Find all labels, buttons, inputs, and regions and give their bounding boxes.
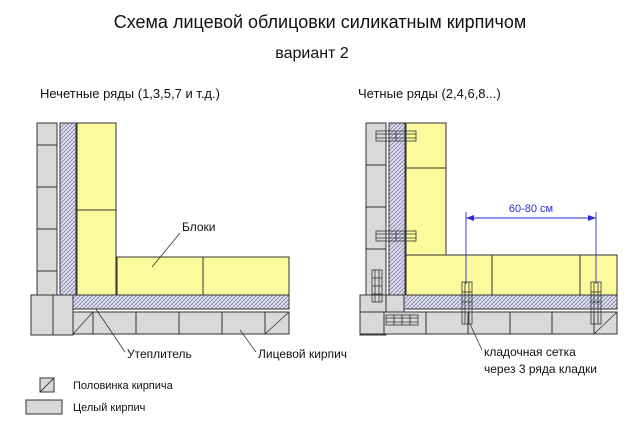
block <box>580 255 617 295</box>
brick-full <box>93 312 136 334</box>
brick-full <box>366 207 386 249</box>
legend <box>26 378 174 414</box>
label-blocks: Блоки <box>182 220 216 234</box>
brick-half <box>37 123 57 145</box>
brick-full <box>366 165 386 207</box>
insulation-horizontal <box>404 295 617 309</box>
legend-swatch-full <box>26 400 62 414</box>
right-caption: Четные ряды (2,4,6,8...) <box>358 86 501 101</box>
block <box>77 210 116 295</box>
block <box>77 123 116 210</box>
brick-full <box>37 271 57 295</box>
block <box>406 168 446 255</box>
brick-full <box>37 145 57 187</box>
brick-half <box>360 312 384 334</box>
insulation-vertical <box>60 123 76 295</box>
brick-full <box>468 312 510 334</box>
block <box>492 255 580 295</box>
brick-full <box>552 312 594 334</box>
label-insulation: Утеплитель <box>127 347 192 361</box>
title-line1: Схема лицевой облицовки силикатным кирпичом <box>113 12 527 32</box>
brick-full <box>37 229 57 271</box>
brick-full <box>222 312 265 334</box>
legend-half-label: Половинка кирпича <box>73 380 173 392</box>
brick-full <box>136 312 179 334</box>
corner-brick <box>31 295 53 335</box>
brick-full <box>366 249 386 295</box>
dimension-label: 60-80 см <box>508 203 554 215</box>
left-diagram <box>31 123 289 335</box>
label-mesh-line2: через 3 ряда кладки <box>484 362 597 376</box>
right-diagram <box>360 123 617 335</box>
brick-half <box>386 295 404 312</box>
label-facing-brick: Лицевой кирпич <box>258 347 348 361</box>
brick-half <box>53 295 73 335</box>
legend-full-label: Целый кирпич <box>73 402 146 414</box>
brick-full <box>179 312 222 334</box>
block <box>117 257 203 295</box>
insulation-horizontal <box>73 295 289 309</box>
block <box>406 123 446 168</box>
title-line2: вариант 2 <box>275 45 349 62</box>
brick-full <box>366 123 386 165</box>
block <box>406 255 492 295</box>
block <box>203 257 289 295</box>
insulation-vertical <box>389 123 405 295</box>
left-caption: Нечетные ряды (1,3,5,7 и т.д.) <box>40 86 220 101</box>
brick-full <box>37 187 57 229</box>
label-mesh-line1: кладочная сетка <box>484 345 576 359</box>
brick-full <box>510 312 552 334</box>
